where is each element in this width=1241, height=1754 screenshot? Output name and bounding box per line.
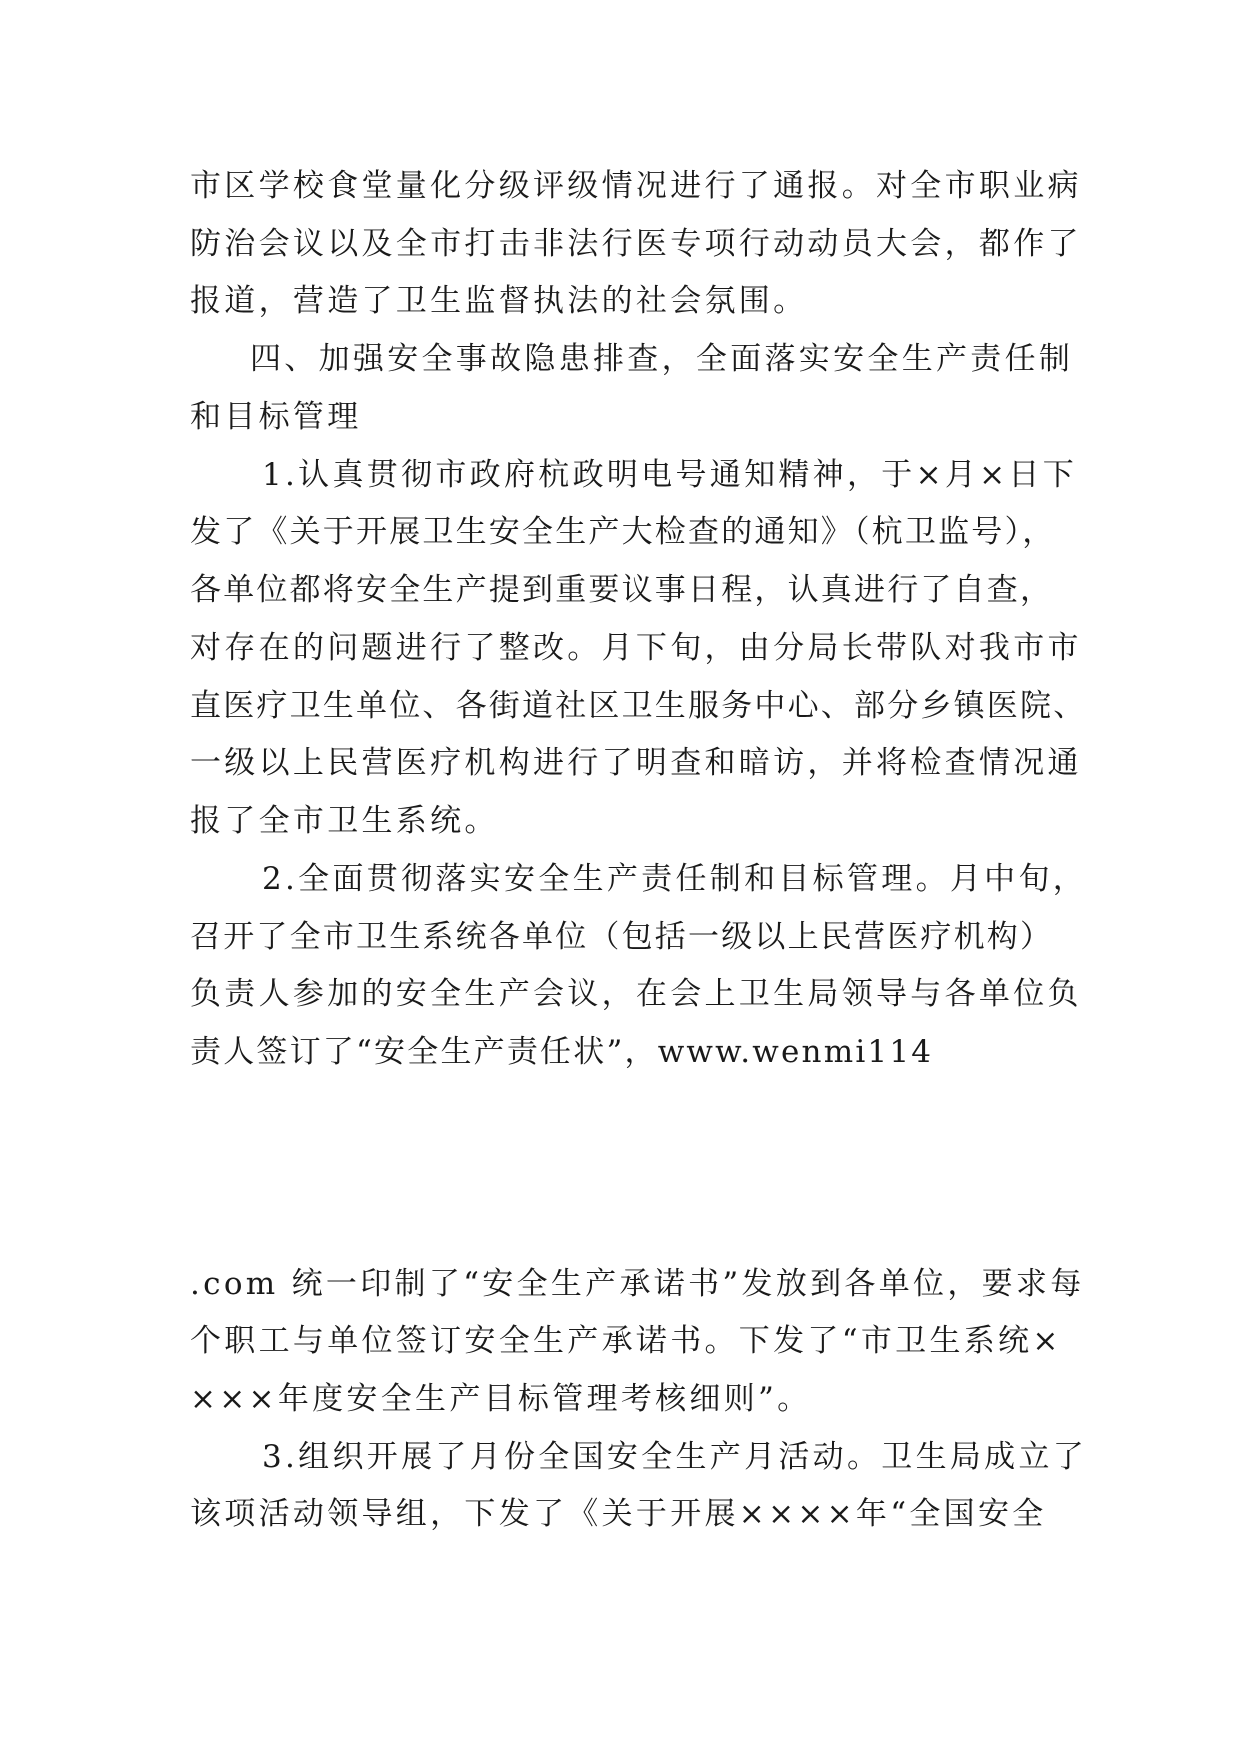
list-item-line: ×××年度安全生产目标管理考核细则”。 — [190, 1381, 812, 1417]
list-item-line: 1.认真贯彻市政府杭政明电号通知精神，于×月×日下 — [262, 457, 1078, 493]
list-item-line: 责人签订了“安全生产责任状”，www.wenmi114 — [190, 1034, 934, 1070]
body-text-line: 报道，营造了卫生监督执法的社会氛围。 — [190, 283, 808, 319]
list-item-line: 直医疗卫生单位、各街道社区卫生服务中心、部分乡镇医院、 — [190, 688, 1087, 724]
section-heading-line: 和目标管理 — [190, 399, 362, 435]
list-item-line: 各单位都将安全生产提到重要议事日程，认真进行了自查， — [190, 572, 1054, 608]
list-item-line: 3.组织开展了月份全国安全生产月活动。卫生局成立了 — [262, 1439, 1088, 1475]
list-item-line: 该项活动领导组，下发了《关于开展××××年“全国安全 — [190, 1496, 1047, 1532]
list-item-line: 对存在的问题进行了整改。月下旬，由分局长带队对我市市 — [190, 630, 1082, 666]
list-item-line: .com 统一印制了“安全生产承诺书”发放到各单位，要求每 — [190, 1266, 1085, 1302]
list-item-line: 2.全面贯彻落实安全生产责任制和目标管理。月中旬， — [262, 861, 1088, 897]
list-item-line: 发了《关于开展卫生安全生产大检查的通知》（杭卫监号）， — [190, 514, 1056, 550]
list-item-line: 一级以上民营医疗机构进行了明查和暗访，并将检查情况通 — [190, 745, 1082, 781]
body-text-line: 防治会议以及全市打击非法行医专项行动动员大会，都作了 — [190, 226, 1082, 262]
list-item-line: 负责人参加的安全生产会议，在会上卫生局领导与各单位负 — [190, 976, 1082, 1012]
list-item-line: 报了全市卫生系统。 — [190, 803, 499, 839]
list-item-line: 召开了全市卫生系统各单位（包括一级以上民营医疗机构） — [190, 919, 1054, 955]
body-text-line: 市区学校食堂量化分级评级情况进行了通报。对全市职业病 — [190, 168, 1082, 204]
section-heading-line: 四、加强安全事故隐患排查，全面落实安全生产责任制 — [250, 341, 1074, 377]
list-item-line: 个职工与单位签订安全生产承诺书。下发了“市卫生系统× — [190, 1323, 1062, 1359]
